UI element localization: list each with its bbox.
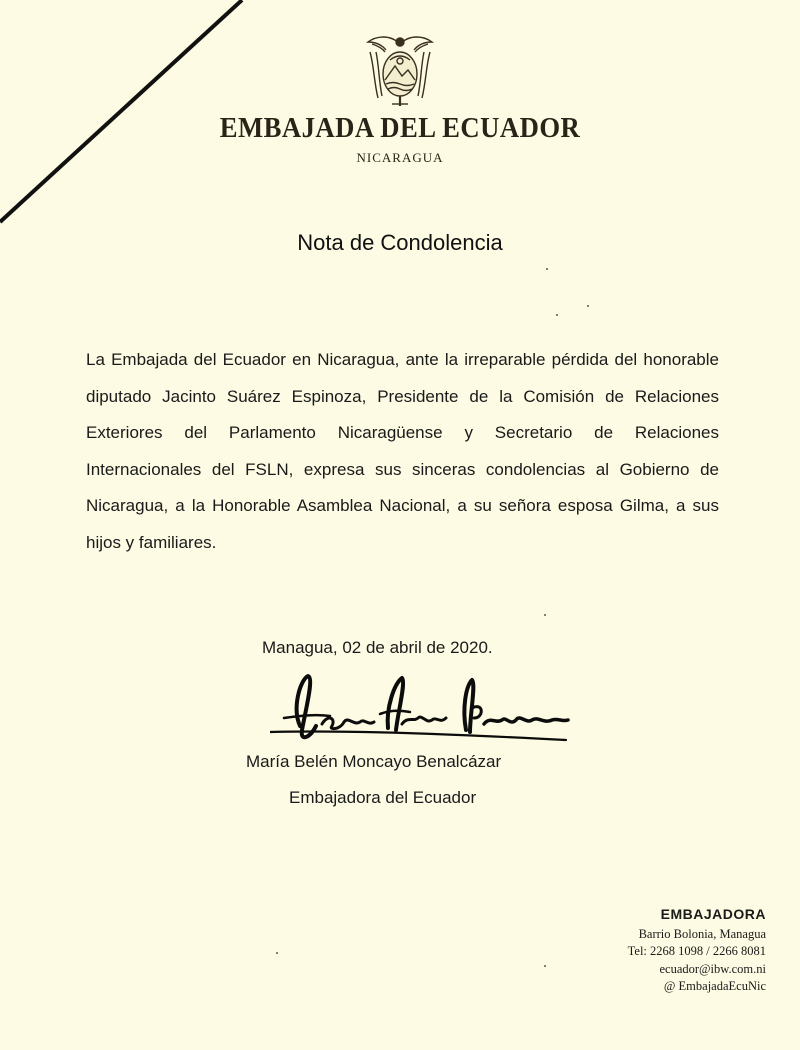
document-title: Nota de Condolencia <box>297 230 503 255</box>
letter-body: La Embajada del Ecuador en Nicaragua, ante la irreparable pérdida del honorable diputado Jacinto Suárez Espinoza, Presidente de la Comisión de Relaciones Exteriores del Parlamento Nicaragüense y Secretario de Relaciones Internacionales del FSLN, expresa sus sinceras condolencias al Gobierno de Nicaragua, a la Honorable Asamblea Nacional, a su señora esposa Gilma, a sus hijos y familiares. <box>86 350 719 552</box>
letterhead-org-name: EMBAJADA DEL ECUADOR <box>219 112 581 144</box>
signer-title: Embajadora del Ecuador <box>289 788 477 807</box>
footer-social: @ EmbajadaEcuNic <box>663 979 766 993</box>
paper-speck <box>276 952 278 954</box>
footer-heading: EMBAJADORA <box>660 906 766 922</box>
ecuador-coat-of-arms-icon <box>362 30 438 110</box>
paper-speck <box>546 268 548 270</box>
signer-name: María Belén Moncayo Benalcázar <box>246 752 502 771</box>
paper-speck <box>544 614 546 616</box>
place-and-date: Managua, 02 de abril de 2020. <box>262 638 493 657</box>
paper-speck <box>544 965 546 967</box>
paper-speck <box>587 305 589 307</box>
footer-email: ecuador@ibw.com.ni <box>659 961 766 976</box>
footer-phone: Tel: 2268 1098 / 2266 8081 <box>627 944 766 958</box>
letterhead-org-location: NICARAGUA <box>356 150 444 165</box>
contact-footer <box>628 906 766 996</box>
paper-speck <box>556 314 558 316</box>
footer-address: Barrio Bolonia, Managua <box>638 926 766 941</box>
